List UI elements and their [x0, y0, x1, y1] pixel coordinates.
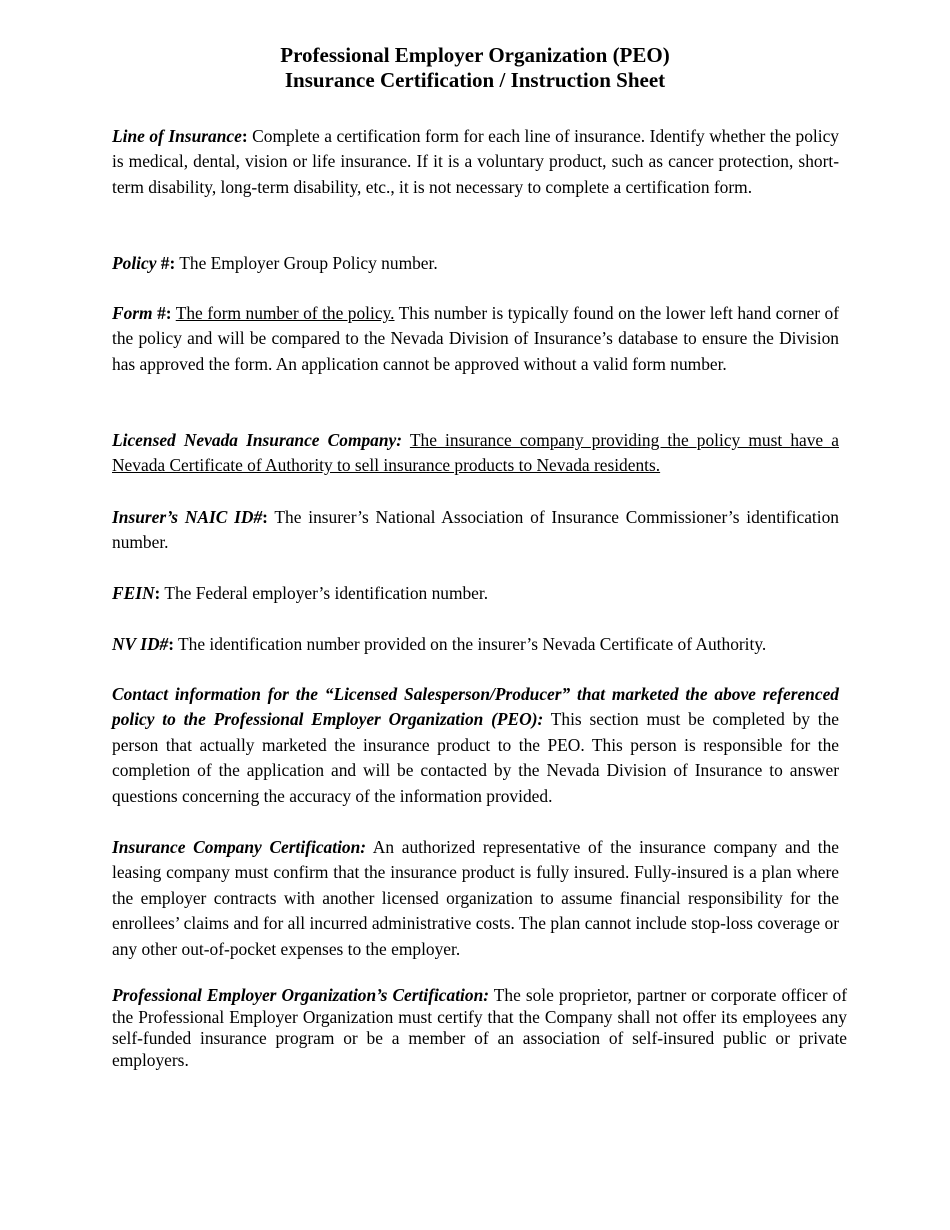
nv-id-colon: :: [168, 634, 175, 654]
peo-certification-instruction: [112, 985, 847, 1071]
form-number-instruction: [112, 301, 839, 377]
contact-info-label: Contact information for the “Licensed Salesperson/Producer” that marketed the above referenced policy to the Professional Employer Organization (PEO):: [112, 684, 839, 730]
form-number-colon: #:: [152, 303, 172, 323]
line-of-insurance-colon: :: [241, 126, 248, 146]
naic-id-instruction: [112, 505, 839, 556]
fein-colon: :: [154, 583, 161, 603]
form-number-underlined-text: The form number of the policy.: [175, 303, 395, 323]
policy-number-colon: #:: [156, 253, 176, 273]
naic-id-colon: :: [262, 507, 268, 527]
naic-id-label: Insurer’s NAIC ID#: [112, 507, 263, 527]
policy-number-text: The Employer Group Policy number.: [175, 253, 438, 273]
peo-certification-label: Professional Employer Organization’s Certification:: [112, 985, 490, 1005]
line-of-insurance-text: Complete a certification form for each line of insurance. Identify whether the policy is medical, dental, vision or life insurance. If it is a voluntary product, such as cancer protection, short-term disability, long-term disability, etc., it is not necessary to complete a certification form.: [112, 126, 839, 197]
insurance-company-certification-text: An authorized representative of the insurance company and the leasing company must confirm that the insurance product is fully insured. Fully-insured is a plan where the employer contracts with another licensed organization to assume financial responsibility for the enrollees’ claims and for all incurred administrative costs. The plan cannot include stop-loss coverage or any other out-of-pocket expenses to the employer.: [112, 837, 840, 959]
policy-number-label: Policy: [112, 253, 157, 273]
nv-id-instruction: [112, 632, 839, 657]
fein-instruction: [112, 581, 839, 606]
licensed-company-instruction: [112, 428, 839, 479]
fein-label: FEIN: [112, 583, 155, 603]
document-title-line-1: Professional Employer Organization (PEO): [280, 43, 670, 67]
naic-id-text: The insurer’s National Association of Insurance Commissioner’s identification number.: [112, 507, 839, 553]
form-number-label: Form: [112, 303, 153, 323]
licensed-company-underlined-text: The insurance company providing the policy must have a Nevada Certificate of Authority to sell insurance products to Nevada residents.: [112, 430, 839, 476]
policy-number-instruction: [112, 251, 839, 276]
nv-id-label: NV ID#: [112, 634, 169, 654]
fein-text: The Federal employer’s identification number.: [160, 583, 489, 603]
insurance-company-certification-label: Insurance Company Certification:: [112, 837, 367, 857]
contact-info-text: This section must be completed by the person that actually marketed the insurance product to the PEO. This person is responsible for the completion of the application and will be contacted by the Nevada Division of Insurance to answer questions concerning the accuracy of the information provided.: [112, 709, 839, 806]
insurance-company-certification-instruction: [112, 835, 839, 962]
document-title-line-2: Insurance Certification / Instruction Sheet: [284, 68, 666, 92]
form-number-text: This number is typically found on the lower left hand corner of the policy and will be compared to the Nevada Division of Insurance’s database to ensure the Division has approved the form. An application cannot be approved without a valid form number.: [112, 303, 840, 374]
line-of-insurance-instruction: [112, 124, 839, 200]
contact-info-instruction: [112, 682, 839, 809]
peo-certification-text: The sole proprietor, partner or corporate officer of the Professional Employer Organization must certify that the Company shall not offer its employees any self-funded insurance program or be a member of an association of self-insured public or private employers.: [112, 985, 848, 1070]
line-of-insurance-label: Line of Insurance: [112, 126, 242, 146]
licensed-company-label: Licensed Nevada Insurance Company:: [112, 430, 403, 450]
nv-id-text: The identification number provided on the insurer’s Nevada Certificate of Authority.: [174, 634, 767, 654]
